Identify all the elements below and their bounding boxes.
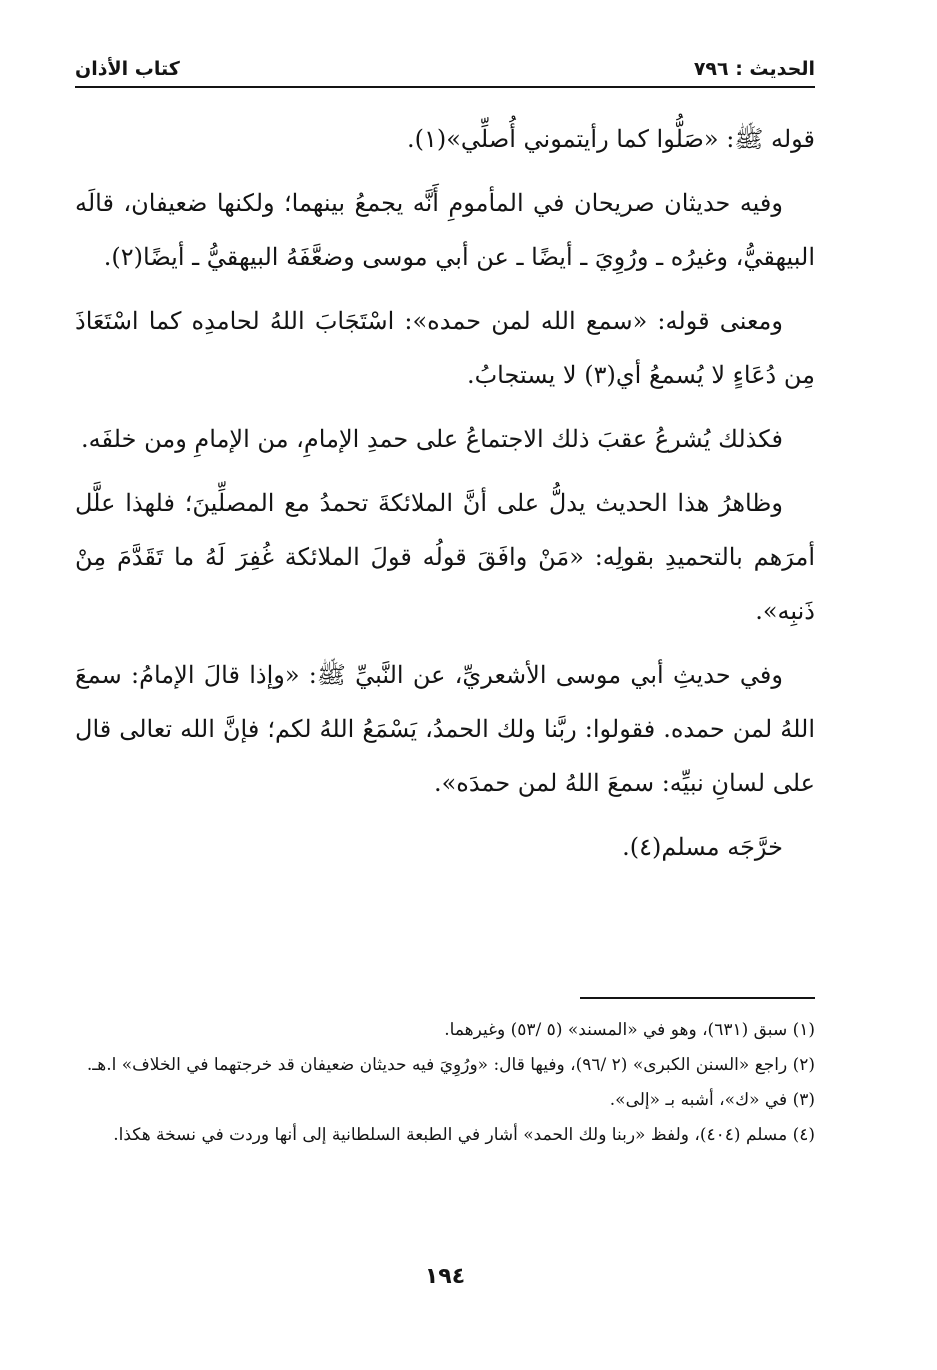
hadith-number: الحديث : ٧٩٦ bbox=[693, 58, 815, 80]
paragraph: قوله ﷺ: «صَلُّوا كما رأيتموني أُصلِّي»(١). bbox=[406, 125, 815, 153]
header-divider bbox=[75, 86, 815, 88]
footnote: (٤) مسلم (٤٠٤)، ولفظ «ربنا ولك الحمد» أشار في الطبعة السلطانية إلى أنها وردت في نسخة هكذا. bbox=[113, 1125, 815, 1145]
footnote: (١) سبق (٦٣١)، وهو في «المسند» (٥ /٥٣) وغيرهما. bbox=[444, 1020, 815, 1040]
book-page bbox=[75, 52, 815, 1342]
main-text bbox=[75, 112, 815, 884]
paragraph: وظاهرُ هذا الحديث يدلُّ على أنَّ الملائكةَ تحمدُ مع المصلِّينَ؛ فلهذا علَّل أمرَهم بالتحميدِ بقولِه: «مَنْ وافَقَ قولُه قولَ الملائكة غُفِرَ لَهُ ما تَقَدَّمَ مِنْ ذَنبِه». bbox=[75, 489, 815, 625]
paragraph: خرَّجَه مسلم(٤). bbox=[622, 833, 783, 861]
footnote-divider bbox=[580, 997, 815, 999]
page-number: ١٩٤ bbox=[424, 1264, 466, 1289]
paragraph: ومعنى قوله: «سمع الله لمن حمده»: اسْتَجَابَ اللهُ لحامدِه كما اسْتَعَاذَ مِن دُعَاءٍ لا يُسمعُ أي(٣) لا يستجابُ. bbox=[75, 307, 815, 389]
paragraph: وفي حديثِ أبي موسى الأشعريِّ، عن النَّبيِّ ﷺ: «وإذا قالَ الإمامُ: سمعَ اللهُ لمن حمده. فقولوا: ربَّنا ولك الحمدُ، يَسْمَعُ اللهُ لكم؛ فإنَّ الله تعالى قال على لسانِ نبيِّه: سمعَ اللهُ لمن حمدَه». bbox=[75, 661, 815, 797]
paragraph: فكذلك يُشرعُ عقبَ ذلك الاجتماعُ على حمدِ الإمامِ، من الإمامِ ومن خلفَه. bbox=[81, 425, 783, 453]
footnote: (٣) في «ك»، أشبه بـ «إلى». bbox=[609, 1090, 815, 1110]
book-title: كتاب الأذان bbox=[75, 58, 180, 80]
running-header bbox=[75, 52, 815, 82]
paragraph: وفيه حديثان صريحان في المأمومِ أَنَّه يجمعُ بينهما؛ ولكنها ضعيفان، قالَه البيهقيُّ، وغيرُه ـ ورُوِيَ ـ أيضًا ـ عن أبي موسى وضعَّفَهُ البيهقيُّ ـ أيضًا(٢). bbox=[75, 189, 815, 271]
footnotes bbox=[75, 1014, 815, 1154]
footnote: (٢) راجع «السنن الكبرى» (٢ /٩٦)، وفيها قال: «ورُوِيَ فيه حديثان ضعيفان قد خرجتهما في الخلاف» ا.هـ. bbox=[86, 1055, 815, 1075]
